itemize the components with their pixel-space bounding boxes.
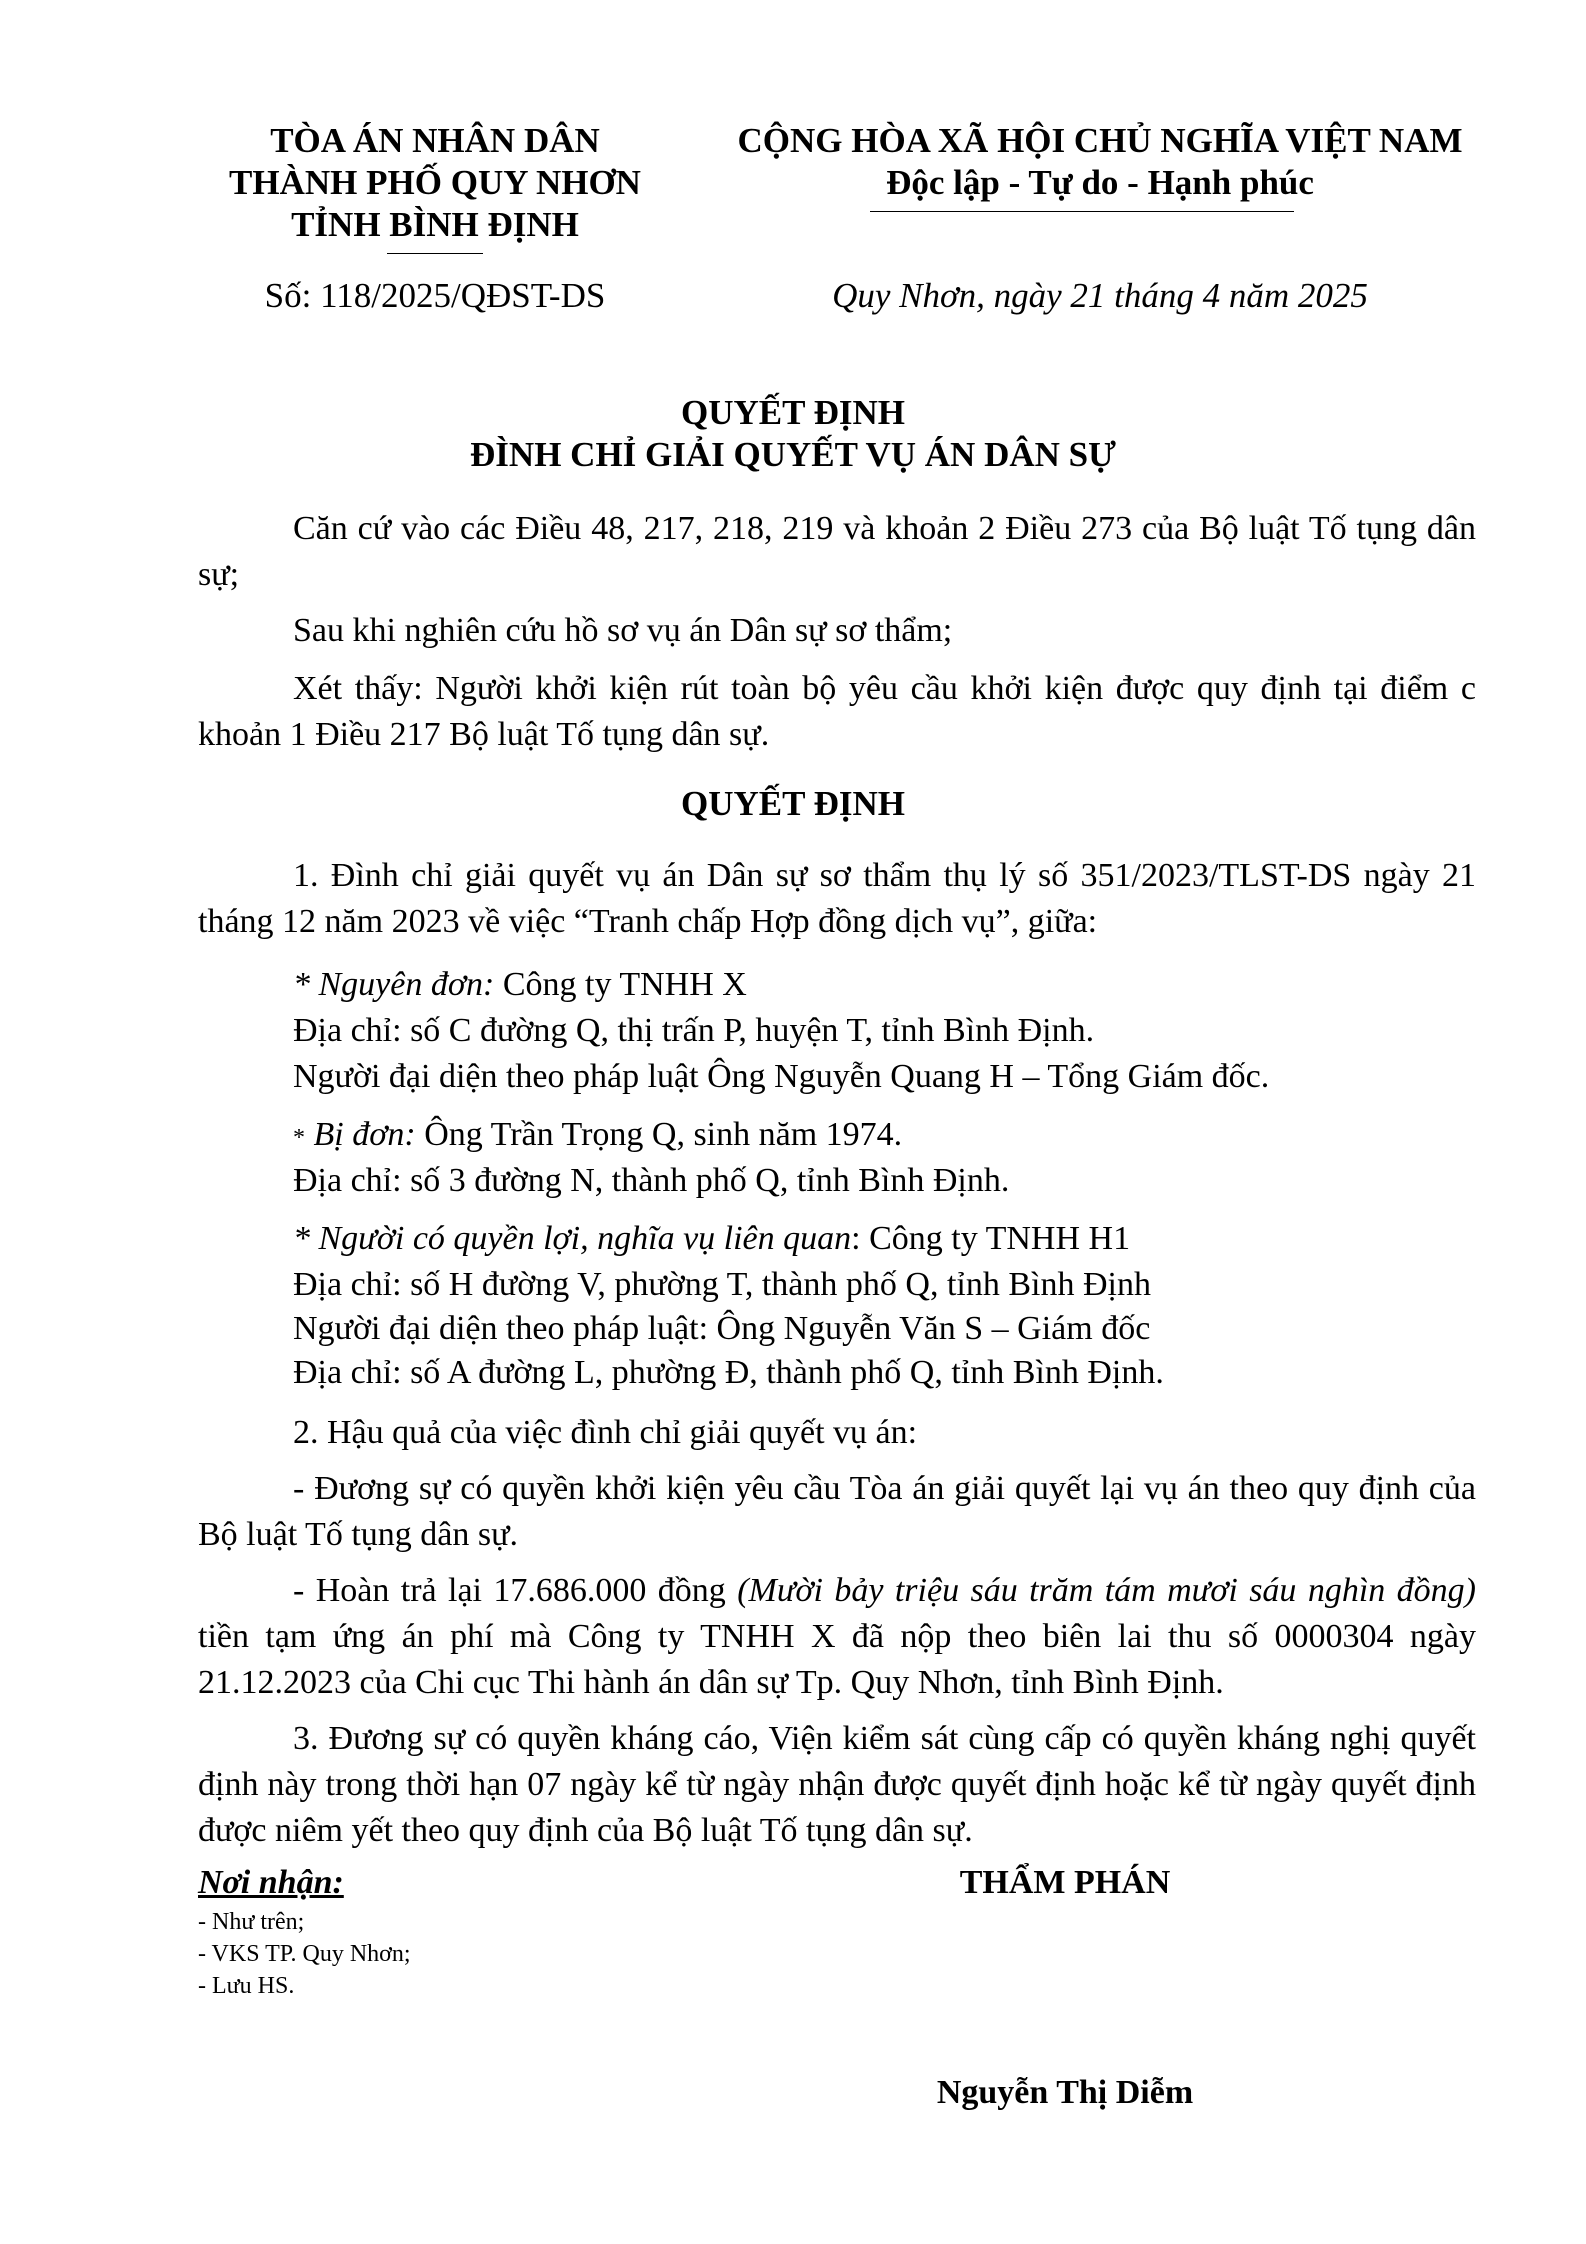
document-number: Số: 118/2025/QĐST-DS <box>264 276 606 315</box>
court-line-3: TỈNH BÌNH ĐỊNH <box>291 205 579 244</box>
refund-details: tiền tạm ứng án phí mà Công ty TNHH X đã nộp theo biên lai thu số 0000304 ngày 21.12.2023 của Chi cục Thi hành án dân sự Tp. Quy Nhơn, tỉnh Bình Định. <box>198 1618 1476 1701</box>
judge-name: Nguyễn Thị Diễm <box>936 2074 1194 2111</box>
section-2-bullet-2 <box>198 1568 1476 1706</box>
section-2-heading: 2. Hậu quả của việc đình chỉ giải quyết vụ án: <box>293 1414 918 1451</box>
recipient-item: - Lưu HS. <box>198 1973 295 1999</box>
section-1-text: 1. Đình chỉ giải quyết vụ án Dân sự sơ thẩm thụ lý số 351/2023/TLST-DS ngày 21 tháng 12 năm 2023 về việc “Tranh chấp Hợp đồng dịch vụ”, giữa: <box>198 857 1476 940</box>
decision-heading: QUYẾT ĐỊNH <box>681 784 905 823</box>
preamble-finding: Xét thấy: Người khởi kiện rút toàn bộ yêu cầu khởi kiện được quy định tại điểm c khoản 1 Điều 217 Bộ luật Tố tụng dân sự. <box>198 670 1476 753</box>
defendant-value: Ông Trần Trọng Q, sinh năm 1974. <box>415 1116 903 1153</box>
related-party-address: Địa chỉ: số H đường V, phường T, thành phố Q, tỉnh Bình Định <box>293 1266 1151 1303</box>
title-line-1: QUYẾT ĐỊNH <box>681 393 905 432</box>
recipient-item: - VKS TP. Quy Nhơn; <box>198 1941 411 1967</box>
country-name <box>700 120 1500 204</box>
section-2-bullet-1: - Đương sự có quyền khởi kiện yêu cầu Tòa án giải quyết lại vụ án theo quy định của Bộ luật Tố tụng dân sự. <box>198 1470 1476 1553</box>
related-party-line <box>293 1216 1476 1262</box>
defendant-line <box>293 1112 1476 1161</box>
defendant-star: * <box>293 1125 305 1151</box>
plaintiff-representative: Người đại diện theo pháp luật Ông Nguyễn Quang H – Tổng Giám đốc. <box>293 1058 1270 1095</box>
defendant-label: Bị đơn: <box>305 1116 416 1153</box>
preamble-review: Sau khi nghiên cứu hồ sơ vụ án Dân sự sơ thẩm; <box>293 612 953 649</box>
country-line: CỘNG HÒA XÃ HỘI CHỦ NGHĨA VIỆT NAM <box>737 121 1463 160</box>
document-title <box>0 392 1586 476</box>
motto-line: Độc lập - Tự do - Hạnh phúc <box>886 163 1314 202</box>
title-line-2: ĐÌNH CHỈ GIẢI QUYẾT VỤ ÁN DÂN SỰ <box>470 435 1116 474</box>
recipients-label: Nơi nhận: <box>198 1864 344 1901</box>
defendant-address: Địa chỉ: số 3 đường N, thành phố Q, tỉnh Bình Định. <box>293 1162 1010 1199</box>
section-3-text: 3. Đương sự có quyền kháng cáo, Viện kiểm sát cùng cấp có quyền kháng nghị quyết định này trong thời hạn 07 ngày kể từ ngày nhận được quyết định hoặc kể từ ngày quyết định được niêm yết theo quy định của Bộ luật Tố tụng dân sự. <box>198 1720 1476 1849</box>
related-party-rep-address: Địa chỉ: số A đường L, phường Đ, thành phố Q, tỉnh Bình Định. <box>293 1354 1164 1391</box>
plaintiff-address: Địa chỉ: số C đường Q, thị trấn P, huyện T, tỉnh Bình Định. <box>293 1012 1095 1049</box>
plaintiff-value: Công ty TNHH X <box>494 966 747 1003</box>
plaintiff-label: * Nguyên đơn: <box>293 966 495 1003</box>
court-line-1: TÒA ÁN NHÂN DÂN <box>270 121 600 160</box>
plaintiff-line <box>293 962 1476 1008</box>
refund-amount: - Hoàn trả lại 17.686.000 đồng <box>293 1572 738 1609</box>
motto-underline <box>870 211 1294 212</box>
preamble-legal-basis: Căn cứ vào các Điều 48, 217, 218, 219 và khoản 2 Điều 273 của Bộ luật Tố tụng dân sự; <box>198 510 1476 593</box>
related-party-value: : Công ty TNHH H1 <box>851 1220 1131 1257</box>
related-party-label: * Người có quyền lợi, nghĩa vụ liên quan <box>293 1220 852 1257</box>
judge-title: THẨM PHÁN <box>959 1864 1171 1901</box>
recipients-list <box>198 1906 411 2002</box>
recipient-item: - Như trên; <box>198 1909 305 1935</box>
court-underline <box>387 253 483 254</box>
court-name <box>195 120 675 246</box>
place-date: Quy Nhơn, ngày 21 tháng 4 năm 2025 <box>832 276 1368 315</box>
refund-amount-words: (Mười bảy triệu sáu trăm tám mươi sáu nghìn đồng) <box>737 1572 1476 1609</box>
court-line-2: THÀNH PHỐ QUY NHƠN <box>229 163 641 202</box>
related-party-representative: Người đại diện theo pháp luật: Ông Nguyễn Văn S – Giám đốc <box>293 1310 1151 1347</box>
